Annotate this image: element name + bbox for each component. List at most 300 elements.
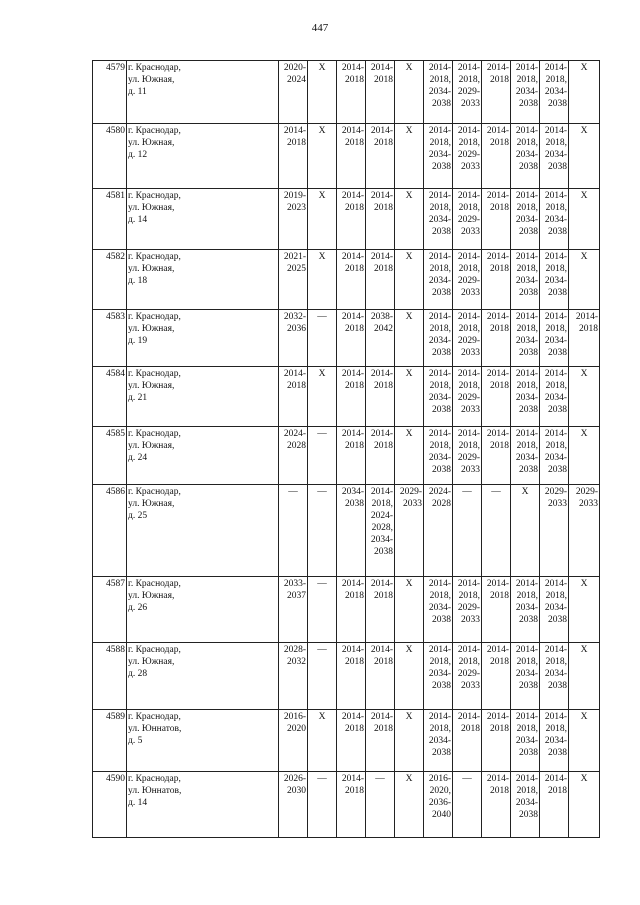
- period-cell: [511, 485, 540, 577]
- address-line: д. 26: [128, 603, 148, 613]
- period-line: 2033: [579, 499, 598, 509]
- period-cell: [569, 710, 600, 772]
- period-cell: [395, 485, 424, 577]
- period-line: 2034-: [544, 603, 567, 613]
- period-line: 2018,: [516, 264, 538, 274]
- period-line: 2029-: [399, 487, 422, 497]
- row-number: 4580: [93, 124, 127, 189]
- period-line: 2038: [548, 405, 567, 415]
- period-cell: [569, 124, 600, 189]
- period-cell: [540, 310, 569, 367]
- address-line: ул. Южная,: [128, 264, 175, 274]
- period-cell: [337, 310, 366, 367]
- period-cell: [511, 189, 540, 250]
- period-line: 2018: [374, 657, 393, 667]
- period-cell: [424, 427, 453, 485]
- period-cell: [366, 61, 395, 124]
- period-line: 2018,: [545, 75, 567, 85]
- address-line: г. Краснодар,: [128, 487, 181, 497]
- period-line: 2018,: [545, 381, 567, 391]
- address-line: г. Краснодар,: [128, 369, 181, 379]
- period-line: 2018,: [458, 381, 480, 391]
- period-line: 2014-: [370, 429, 393, 439]
- period-line: 2034-: [515, 453, 538, 463]
- period-line: 2033: [461, 99, 480, 109]
- period-line: 2014-: [341, 712, 364, 722]
- period-line: X: [405, 429, 413, 439]
- period-cell: [511, 643, 540, 710]
- period-line: 2018,: [545, 591, 567, 601]
- period-line: 2038: [519, 99, 538, 109]
- period-cell: [569, 485, 600, 577]
- period-cell: [337, 427, 366, 485]
- period-line: 2018,: [458, 75, 480, 85]
- registry-table: [92, 60, 600, 838]
- period-line: 2014-: [428, 126, 451, 136]
- period-line: 2014-: [515, 712, 538, 722]
- period-line: X: [580, 369, 588, 379]
- period-cell: [540, 367, 569, 427]
- period-line: 2038: [432, 348, 451, 358]
- period-line: —: [317, 487, 327, 497]
- period-line: 2018: [345, 657, 364, 667]
- period-line: 2038: [345, 499, 364, 509]
- period-line: X: [405, 774, 413, 784]
- period-cell: [366, 710, 395, 772]
- address-line: г. Краснодар,: [128, 429, 181, 439]
- address-cell: [127, 367, 279, 427]
- period-line: 2014-: [341, 191, 364, 201]
- table-row: [93, 250, 600, 310]
- table-row: [93, 485, 600, 577]
- period-cell: [424, 367, 453, 427]
- period-line: 2038: [548, 99, 567, 109]
- period-cell: [569, 643, 600, 710]
- period-line: X: [580, 645, 588, 655]
- period-line: 2018,: [458, 324, 480, 334]
- period-cell: [337, 577, 366, 643]
- period-cell: [424, 710, 453, 772]
- period-line: 2014-: [428, 579, 451, 589]
- period-line: 2034-: [515, 150, 538, 160]
- period-cell: [482, 250, 511, 310]
- period-cell: [395, 250, 424, 310]
- period-cell: [279, 367, 308, 427]
- period-line: 2029-: [457, 87, 480, 97]
- period-line: 2018: [374, 138, 393, 148]
- table-row: [93, 367, 600, 427]
- period-line: 2032-: [283, 312, 306, 322]
- period-line: 2038: [432, 681, 451, 691]
- period-cell: [453, 485, 482, 577]
- period-line: 2018,: [516, 75, 538, 85]
- period-cell: [424, 577, 453, 643]
- period-line: 2018: [345, 138, 364, 148]
- period-cell: [482, 710, 511, 772]
- period-cell: [569, 310, 600, 367]
- period-cell: [569, 189, 600, 250]
- period-line: 2018: [490, 786, 509, 796]
- period-cell: [540, 485, 569, 577]
- period-cell: [569, 577, 600, 643]
- address-line: г. Краснодар,: [128, 63, 181, 73]
- period-line: 2014-: [515, 252, 538, 262]
- period-cell: [337, 367, 366, 427]
- period-line: 2034-: [515, 336, 538, 346]
- period-cell: [308, 772, 337, 838]
- period-line: 2034-: [515, 215, 538, 225]
- period-line: 2018,: [545, 324, 567, 334]
- period-cell: [569, 61, 600, 124]
- address-line: г. Краснодар,: [128, 191, 181, 201]
- period-line: 2025: [287, 264, 306, 274]
- period-line: 2018,: [545, 264, 567, 274]
- period-line: 2038: [548, 348, 567, 358]
- period-line: 2014-: [486, 429, 509, 439]
- period-line: 2034-: [341, 487, 364, 497]
- address-line: г. Краснодар,: [128, 252, 181, 262]
- period-line: 2018,: [545, 203, 567, 213]
- address-line: д. 19: [128, 336, 148, 346]
- period-line: 2038: [548, 162, 567, 172]
- period-line: 2038: [432, 405, 451, 415]
- table-row: [93, 189, 600, 250]
- period-line: 2034-: [544, 150, 567, 160]
- period-line: 2014-: [515, 369, 538, 379]
- period-cell: [453, 189, 482, 250]
- address-line: д. 28: [128, 669, 148, 679]
- address-line: г. Краснодар,: [128, 579, 181, 589]
- period-cell: [279, 61, 308, 124]
- period-line: 2014-: [370, 369, 393, 379]
- period-cell: [279, 427, 308, 485]
- period-cell: [308, 250, 337, 310]
- period-line: 2014-: [515, 312, 538, 322]
- address-line: г. Краснодар,: [128, 126, 181, 136]
- period-cell: [308, 310, 337, 367]
- period-line: 2014-: [457, 126, 480, 136]
- period-line: 2034-: [544, 669, 567, 679]
- period-line: 2014-: [486, 126, 509, 136]
- period-cell: [279, 250, 308, 310]
- period-line: 2034-: [428, 215, 451, 225]
- period-line: 2032: [287, 657, 306, 667]
- period-cell: [511, 427, 540, 485]
- period-cell: [511, 367, 540, 427]
- period-line: 2018: [374, 381, 393, 391]
- period-cell: [424, 485, 453, 577]
- period-line: 2019-: [283, 191, 306, 201]
- period-line: 2040: [432, 810, 451, 820]
- row-number: 4588: [93, 643, 127, 710]
- address-line: д. 25: [128, 511, 148, 521]
- period-cell: [569, 427, 600, 485]
- period-cell: [453, 61, 482, 124]
- period-line: —: [375, 774, 385, 784]
- period-cell: [366, 577, 395, 643]
- period-line: 2014-: [486, 712, 509, 722]
- period-line: 2018,: [458, 203, 480, 213]
- period-line: 2018: [548, 786, 567, 796]
- period-line: 2014-: [544, 252, 567, 262]
- period-line: 2018,: [458, 138, 480, 148]
- period-line: 2020: [287, 724, 306, 734]
- period-line: 2038: [519, 162, 538, 172]
- period-line: 2014-: [457, 191, 480, 201]
- address-line: г. Краснодар,: [128, 712, 181, 722]
- period-line: 2020-: [283, 63, 306, 73]
- period-line: 2034-: [515, 87, 538, 97]
- period-cell: [395, 643, 424, 710]
- period-cell: [366, 189, 395, 250]
- period-line: —: [317, 579, 327, 589]
- period-line: 2034-: [515, 276, 538, 286]
- period-cell: [395, 577, 424, 643]
- period-line: 2034-: [428, 393, 451, 403]
- period-cell: [366, 485, 395, 577]
- address-line: г. Краснодар,: [128, 774, 181, 784]
- period-line: 2038: [519, 288, 538, 298]
- period-cell: [279, 577, 308, 643]
- period-cell: [453, 772, 482, 838]
- period-line: 2018,: [516, 324, 538, 334]
- period-cell: [424, 643, 453, 710]
- row-number: 4589: [93, 710, 127, 772]
- period-line: 2018,: [429, 138, 451, 148]
- period-cell: [366, 427, 395, 485]
- period-line: 2020,: [429, 786, 451, 796]
- period-cell: [337, 189, 366, 250]
- row-number: 4583: [93, 310, 127, 367]
- period-line: 2030: [287, 786, 306, 796]
- period-line: 2018: [490, 75, 509, 85]
- address-line: ул. Южная,: [128, 441, 175, 451]
- period-line: 2029-: [457, 453, 480, 463]
- row-number: 4586: [93, 485, 127, 577]
- period-line: X: [580, 63, 588, 73]
- period-line: 2038: [548, 288, 567, 298]
- period-line: 2042: [374, 324, 393, 334]
- period-line: X: [405, 191, 413, 201]
- period-cell: [279, 124, 308, 189]
- period-line: 2014-: [341, 126, 364, 136]
- period-cell: [395, 61, 424, 124]
- row-number: 4587: [93, 577, 127, 643]
- period-line: —: [462, 487, 472, 497]
- period-line: 2014-: [457, 252, 480, 262]
- address-cell: [127, 250, 279, 310]
- period-line: 2029-: [457, 603, 480, 613]
- period-line: 2029-: [575, 487, 598, 497]
- period-line: 2021-: [283, 252, 306, 262]
- period-line: 2034-: [515, 393, 538, 403]
- period-line: 2018: [345, 264, 364, 274]
- period-line: 2034-: [515, 736, 538, 746]
- period-line: X: [580, 429, 588, 439]
- period-line: 2018: [345, 324, 364, 334]
- period-line: 2018,: [429, 441, 451, 451]
- address-line: ул. Южная,: [128, 75, 175, 85]
- period-line: 2018: [374, 75, 393, 85]
- period-line: 2038: [548, 681, 567, 691]
- address-cell: [127, 189, 279, 250]
- period-line: 2014-: [428, 369, 451, 379]
- period-line: 2018: [490, 591, 509, 601]
- period-line: —: [317, 774, 327, 784]
- period-line: 2014-: [341, 429, 364, 439]
- period-line: 2018,: [429, 657, 451, 667]
- period-cell: [395, 189, 424, 250]
- period-line: X: [318, 369, 326, 379]
- period-line: X: [580, 126, 588, 136]
- period-cell: [308, 427, 337, 485]
- period-line: 2033: [461, 465, 480, 475]
- period-cell: [395, 427, 424, 485]
- period-line: 2018: [374, 264, 393, 274]
- period-line: 2038: [548, 227, 567, 237]
- table-row: [93, 427, 600, 485]
- period-cell: [366, 643, 395, 710]
- period-line: X: [580, 579, 588, 589]
- period-cell: [279, 643, 308, 710]
- period-line: 2033: [403, 499, 422, 509]
- period-line: 2014-: [486, 774, 509, 784]
- period-line: 2038: [519, 615, 538, 625]
- period-line: 2018: [490, 657, 509, 667]
- period-line: 2034-: [428, 336, 451, 346]
- period-cell: [482, 61, 511, 124]
- address-cell: [127, 427, 279, 485]
- period-line: 2018: [490, 138, 509, 148]
- table-row: [93, 772, 600, 838]
- period-cell: [453, 427, 482, 485]
- period-cell: [540, 577, 569, 643]
- period-cell: [482, 427, 511, 485]
- period-line: 2018,: [545, 657, 567, 667]
- period-line: 2023: [287, 203, 306, 213]
- period-line: 2014-: [515, 126, 538, 136]
- period-cell: [279, 310, 308, 367]
- period-cell: [366, 310, 395, 367]
- period-line: 2029-: [457, 393, 480, 403]
- address-line: д. 11: [128, 87, 147, 97]
- period-line: X: [580, 712, 588, 722]
- address-cell: [127, 310, 279, 367]
- table-row: [93, 310, 600, 367]
- period-line: 2014-: [457, 369, 480, 379]
- period-line: 2014-: [515, 63, 538, 73]
- period-line: 2018,: [545, 441, 567, 451]
- table-row: [93, 710, 600, 772]
- period-cell: [279, 772, 308, 838]
- period-cell: [337, 485, 366, 577]
- period-line: 2029-: [457, 215, 480, 225]
- period-line: 2018: [490, 381, 509, 391]
- period-line: 2018,: [516, 786, 538, 796]
- period-cell: [395, 772, 424, 838]
- period-line: —: [491, 487, 501, 497]
- period-line: 2036-: [428, 798, 451, 808]
- period-cell: [337, 772, 366, 838]
- row-number: 4584: [93, 367, 127, 427]
- period-line: 2034-: [515, 603, 538, 613]
- address-line: д. 18: [128, 276, 148, 286]
- period-line: 2014-: [457, 429, 480, 439]
- period-line: 2038: [519, 348, 538, 358]
- period-line: 2034-: [428, 150, 451, 160]
- period-line: 2034-: [544, 393, 567, 403]
- period-line: 2018,: [458, 657, 480, 667]
- period-line: —: [317, 429, 327, 439]
- period-line: 2014-: [283, 126, 306, 136]
- period-line: 2016-: [283, 712, 306, 722]
- period-cell: [453, 577, 482, 643]
- period-line: 2033: [461, 405, 480, 415]
- period-line: 2018: [490, 441, 509, 451]
- period-cell: [308, 710, 337, 772]
- period-cell: [511, 310, 540, 367]
- period-cell: [366, 250, 395, 310]
- period-line: 2014-: [341, 645, 364, 655]
- period-line: 2014-: [544, 369, 567, 379]
- address-cell: [127, 124, 279, 189]
- period-line: —: [462, 774, 472, 784]
- period-line: 2033: [461, 615, 480, 625]
- period-line: 2033: [548, 499, 567, 509]
- period-cell: [511, 710, 540, 772]
- table-row: [93, 577, 600, 643]
- period-line: 2038: [519, 405, 538, 415]
- period-line: 2029-: [457, 669, 480, 679]
- address-line: д. 5: [128, 736, 143, 746]
- period-cell: [540, 427, 569, 485]
- period-line: 2018,: [371, 499, 393, 509]
- period-line: 2024: [287, 75, 306, 85]
- period-line: 2018: [374, 203, 393, 213]
- period-cell: [540, 643, 569, 710]
- period-line: 2038: [548, 748, 567, 758]
- period-line: 2018,: [458, 591, 480, 601]
- period-line: 2014-: [341, 252, 364, 262]
- period-line: 2014-: [544, 312, 567, 322]
- period-line: 2018: [490, 264, 509, 274]
- period-line: 2018: [374, 441, 393, 451]
- row-number: 4585: [93, 427, 127, 485]
- address-cell: [127, 643, 279, 710]
- period-cell: [308, 124, 337, 189]
- period-line: 2038: [519, 681, 538, 691]
- address-line: ул. Южная,: [128, 203, 175, 213]
- period-line: 2014-: [428, 429, 451, 439]
- period-line: 2034-: [370, 535, 393, 545]
- period-line: 2018: [345, 75, 364, 85]
- address-cell: [127, 577, 279, 643]
- period-line: 2018: [374, 724, 393, 734]
- period-cell: [540, 61, 569, 124]
- period-line: 2014-: [486, 252, 509, 262]
- period-line: 2014-: [486, 312, 509, 322]
- period-line: —: [317, 645, 327, 655]
- period-line: 2038: [374, 547, 393, 557]
- period-cell: [482, 485, 511, 577]
- period-line: 2034-: [515, 669, 538, 679]
- period-line: 2038: [432, 99, 451, 109]
- period-cell: [482, 367, 511, 427]
- period-line: X: [405, 645, 413, 655]
- table-row: [93, 61, 600, 124]
- period-line: 2014-: [341, 63, 364, 73]
- period-cell: [569, 367, 600, 427]
